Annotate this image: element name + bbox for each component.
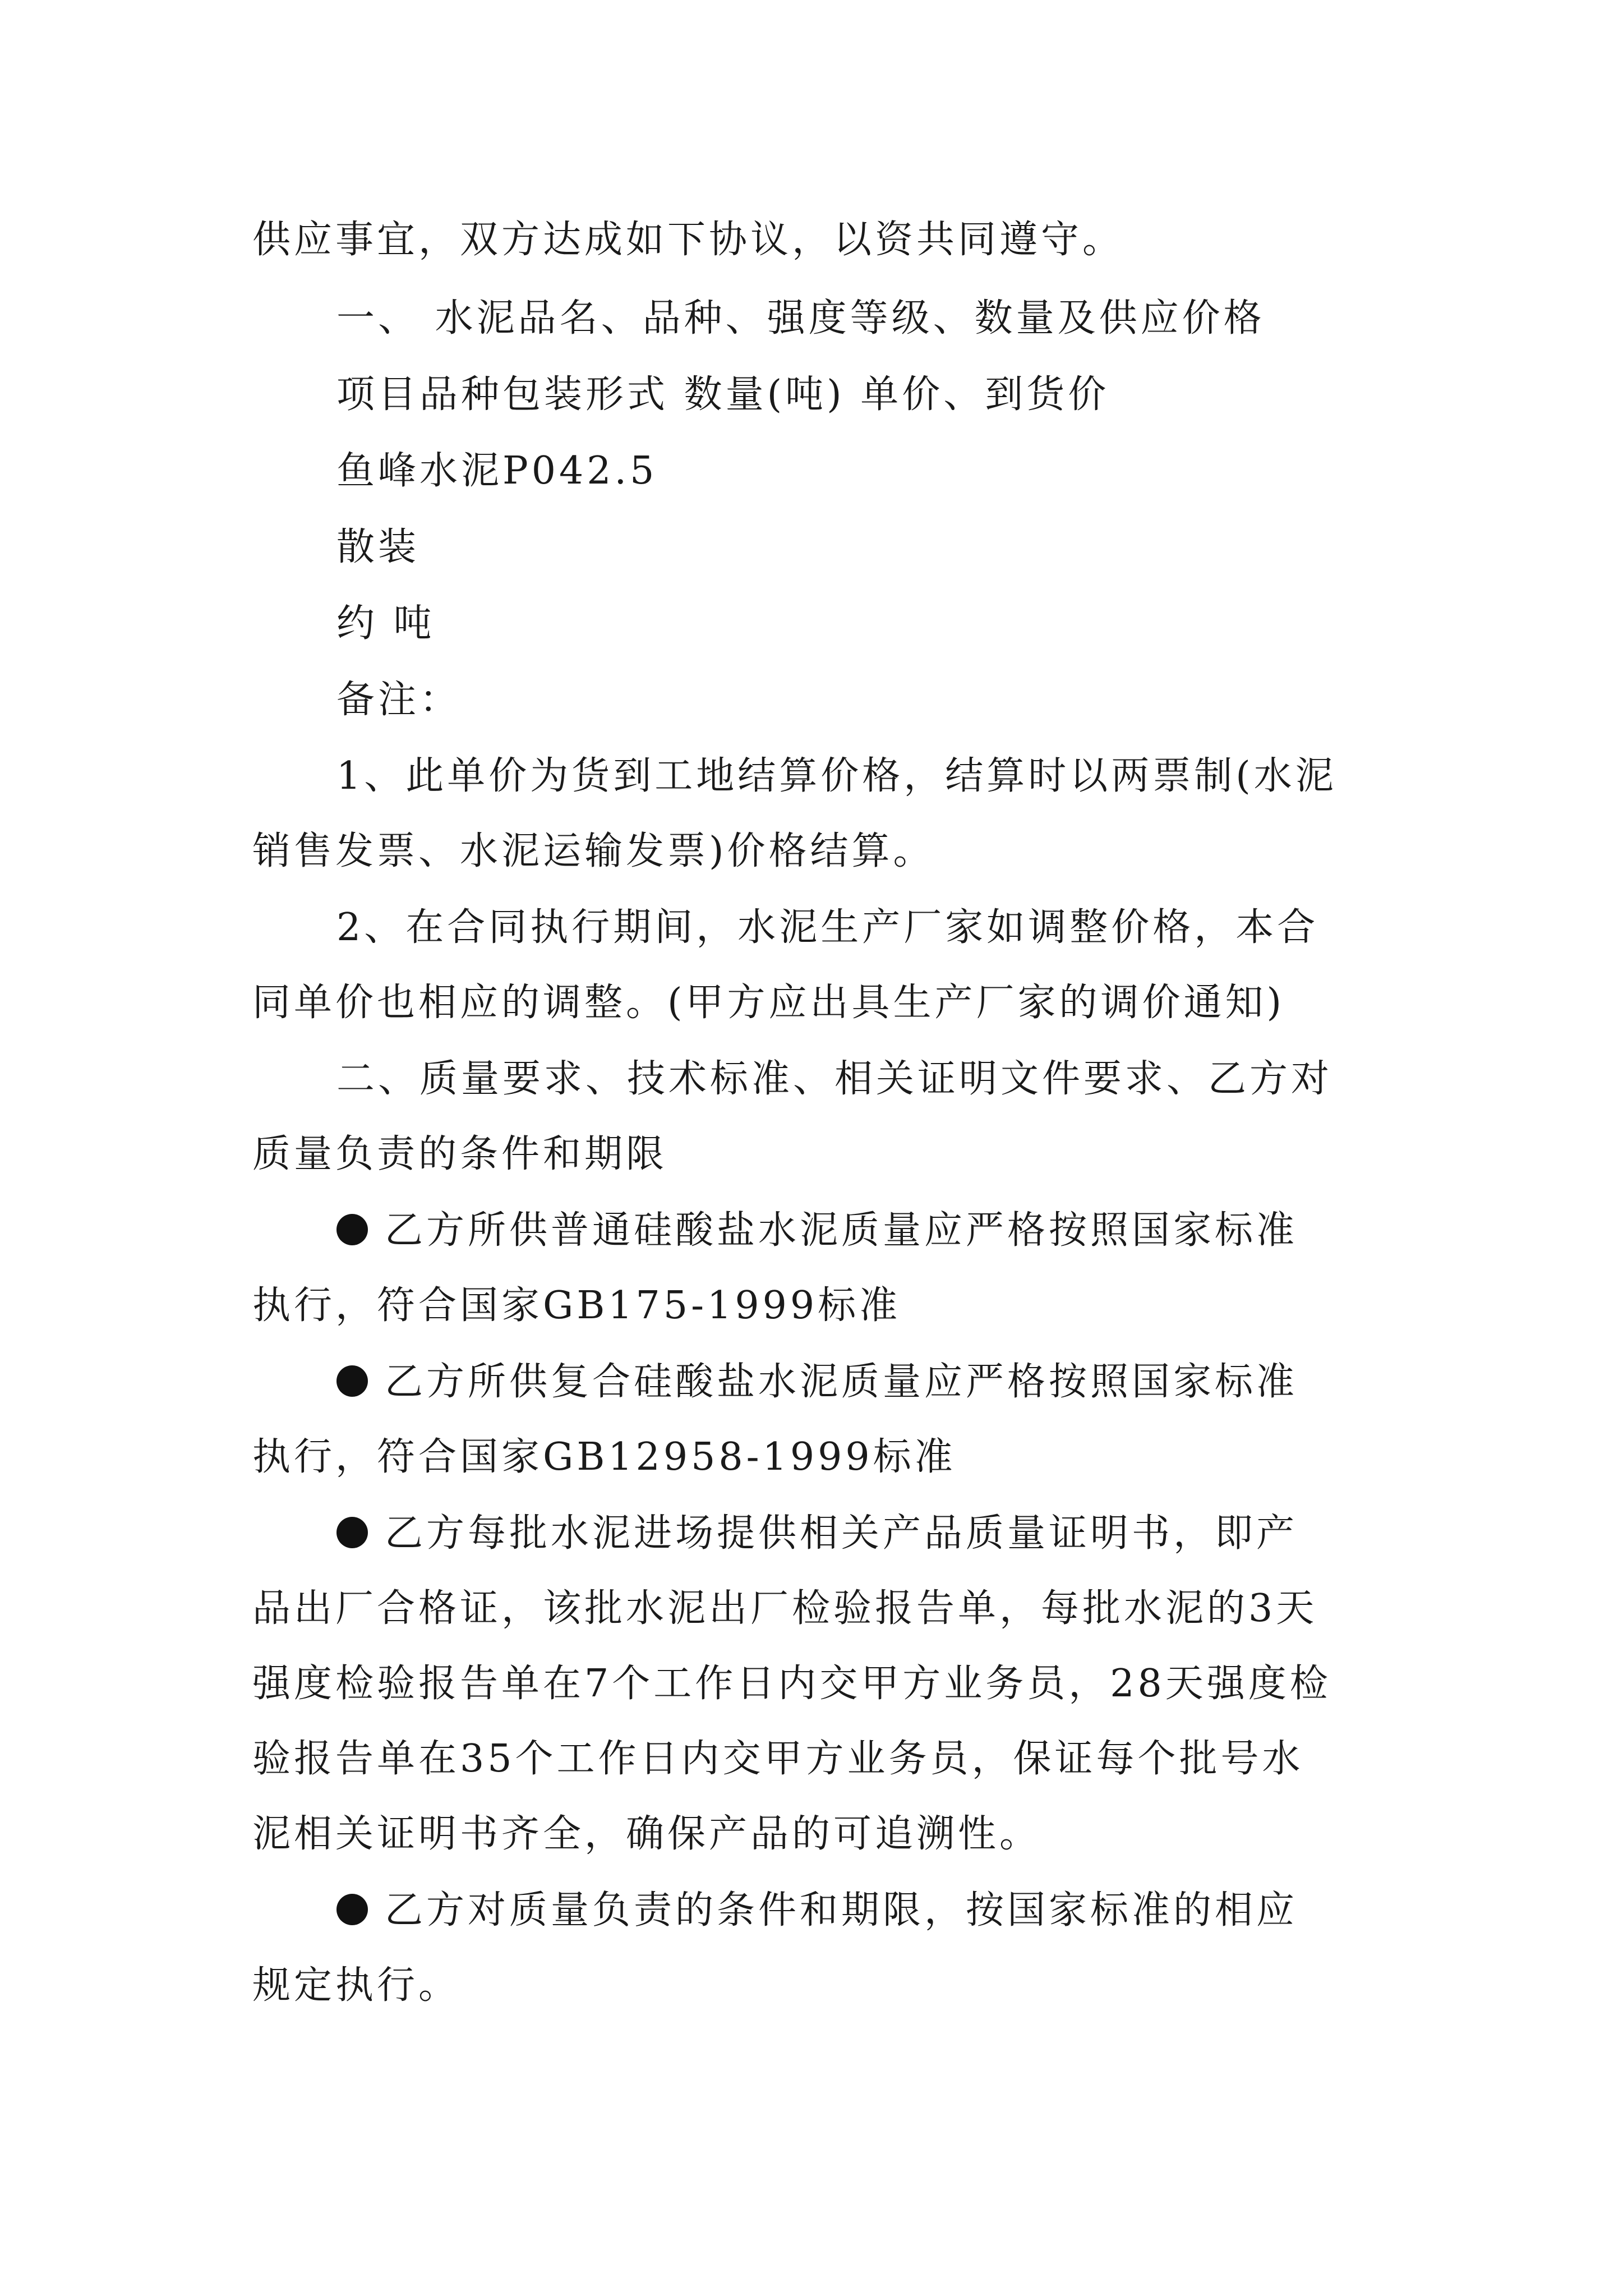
bullet-3-line-2: 品出厂合格证，该批水泥出厂检验报告单，每批水泥的3天 [252,1586,1318,1631]
bullet-3-text-1: 乙方每批水泥进场提供相关产品质量证明书，即产 [385,1511,1298,1556]
bullet-2-text-1: 乙方所供复合硅酸盐水泥质量应严格按照国家标准 [385,1360,1298,1404]
note-2-line-1: 2、在合同执行期间，水泥生产厂家如调整价格，本合 [336,905,1319,950]
bullet-2-line-1 [336,1354,1298,1410]
note-1-line-2: 销售发票、水泥运输发票)价格结算。 [252,829,935,873]
bullet-icon [336,1214,368,1245]
table-header-text: 项目品种包装形式 数量(吨) 单价、到货价 [336,372,1110,417]
section-2-line-2: 质量负责的条件和期限 [252,1132,668,1176]
item-quantity-text: 约 吨 [336,601,435,646]
note-2-line-2: 同单价也相应的调整。(甲方应出具生产厂家的调价通知) [252,981,1285,1025]
item-name-text: 鱼峰水泥P042.5 [336,449,658,493]
bullet-3-line-1 [336,1506,1298,1562]
bullet-1-line-2: 执行，符合国家GB175-1999标准 [252,1283,901,1328]
bullet-1-line-1 [336,1203,1298,1259]
notes-label: 备注： [336,678,462,722]
bullet-3-line-3: 强度检验报告单在7个工作日内交甲方业务员，28天强度检 [252,1662,1331,1706]
bullet-3-line-4: 验报告单在35个工作日内交甲方业务员，保证每个批号水 [252,1737,1304,1781]
bullet-icon [336,1894,368,1925]
bullet-4-line-2: 规定执行。 [252,1963,460,2008]
bullet-4-text-1: 乙方对质量负责的条件和期限，按国家标准的相应 [385,1888,1298,1932]
section-1-title: 一、 水泥品名、品种、强度等级、数量及供应价格 [336,296,1265,341]
section-2-line-1: 二、质量要求、技术标准、相关证明文件要求、乙方对 [336,1057,1333,1101]
bullet-2-line-2: 执行，符合国家GB12958-1999标准 [252,1435,956,1479]
bullet-3-line-5: 泥相关证明书齐全，确保产品的可追溯性。 [252,1812,1041,1856]
bullet-1-text-1: 乙方所供普通硅酸盐水泥质量应严格按照国家标准 [385,1208,1298,1253]
bullet-4-line-1 [336,1883,1298,1939]
intro-tail-text: 供应事宜，双方达成如下协议，以资共同遵守。 [252,218,1124,262]
bullet-icon [336,1517,368,1548]
bullet-icon [336,1365,368,1397]
note-1-line-1: 1、此单价为货到工地结算价格，结算时以两票制(水泥 [336,754,1337,798]
item-packaging-text: 散装 [336,525,420,569]
